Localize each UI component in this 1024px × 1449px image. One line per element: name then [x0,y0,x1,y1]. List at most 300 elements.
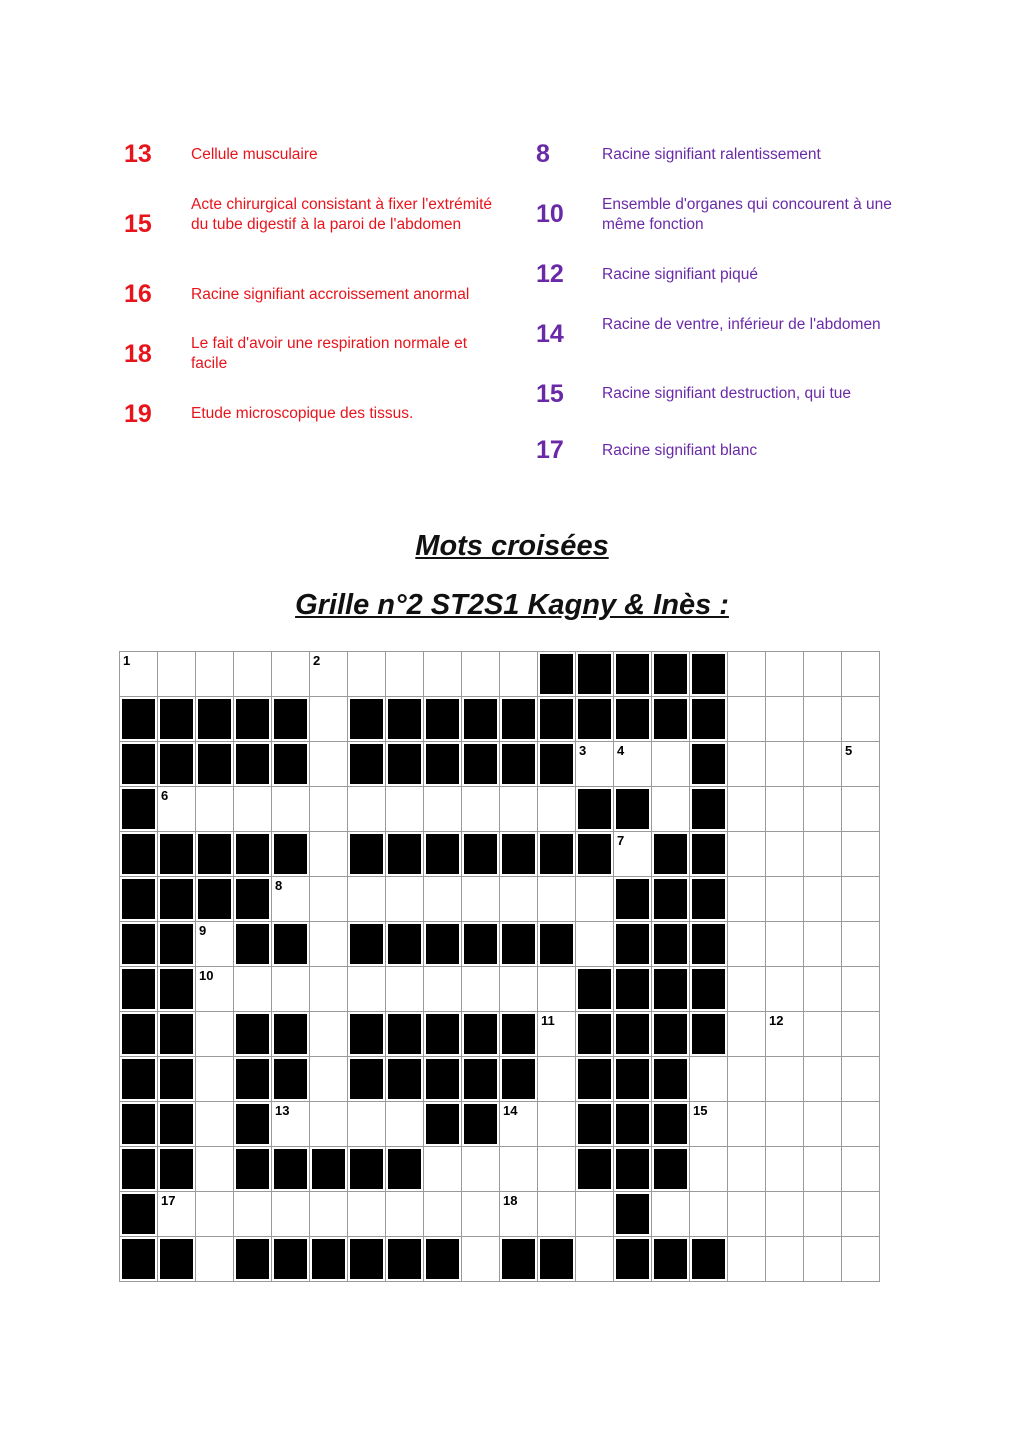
grid-cell-black [234,1012,272,1057]
grid-cell[interactable] [386,652,424,697]
grid-row [120,1012,880,1057]
clue-number: 10 [536,200,564,228]
grid-cell[interactable] [842,832,880,877]
grid-cell-black [158,1102,196,1147]
grid-cell[interactable] [196,652,234,697]
grid-cell-black [386,742,424,787]
grid-cell[interactable] [766,967,804,1012]
grid-cell-black [614,1012,652,1057]
grid-cell-black [386,1012,424,1057]
cell-number: 7 [617,833,625,848]
clue-number: 15 [536,380,564,408]
grid-cell[interactable] [652,742,690,787]
clue-number: 18 [124,340,152,368]
grid-row [120,1192,880,1237]
clue-text: Le fait d'avoir une respiration normale et facile [191,335,468,372]
grid-cell[interactable] [158,1192,196,1237]
grid-cell-black [158,832,196,877]
grid-cell[interactable] [462,877,500,922]
grid-cell-black [158,1057,196,1102]
grid-subtitle: Grille n°2 ST2S1 Kagny & Inès : [295,589,729,621]
clue-text: Etude microscopique des tissus. [191,405,414,422]
grid-cell[interactable] [842,787,880,832]
grid-cell-black [158,1147,196,1192]
grid-cell[interactable] [386,1102,424,1147]
grid-cell[interactable] [652,787,690,832]
grid-cell[interactable] [234,787,272,832]
grid-cell-black [272,1237,310,1282]
grid-cell-black [196,697,234,742]
grid-cell-black [462,1012,500,1057]
grid-cell-black [652,922,690,967]
clue-text: Racine signifiant piqué [602,266,758,283]
grid-cell-black [538,652,576,697]
grid-cell-black [120,697,158,742]
grid-cell-black [462,922,500,967]
grid-cell[interactable] [272,1102,310,1147]
grid-cell-black [652,1012,690,1057]
grid-cell[interactable] [804,652,842,697]
grid-cell[interactable] [804,1192,842,1237]
grid-cell-black [272,922,310,967]
grid-cell-black [272,697,310,742]
grid-cell[interactable] [196,1192,234,1237]
grid-cell[interactable] [766,1012,804,1057]
grid-cell-black [348,1237,386,1282]
grid-cell[interactable] [196,1057,234,1102]
cell-number: 6 [161,788,169,803]
grid-cell[interactable] [310,697,348,742]
grid-cell[interactable] [348,877,386,922]
grid-cell-black [576,1057,614,1102]
grid-cell-black [500,922,538,967]
grid-cell[interactable] [462,1237,500,1282]
grid-cell-black [310,1237,348,1282]
grid-cell-black [158,1237,196,1282]
grid-cell[interactable] [272,652,310,697]
grid-cell-black [690,832,728,877]
grid-cell[interactable] [766,877,804,922]
grid-cell-black [652,652,690,697]
grid-cell-black [234,922,272,967]
grid-row [120,1057,880,1102]
grid-cell-black [424,1237,462,1282]
grid-cell[interactable] [310,1102,348,1147]
grid-cell-black [272,832,310,877]
grid-cell[interactable] [576,1192,614,1237]
page-title: Mots croisées [415,530,609,562]
grid-cell[interactable] [766,922,804,967]
grid-cell-black [386,922,424,967]
grid-cell[interactable] [158,787,196,832]
grid-cell-black [234,1147,272,1192]
grid-cell-black [234,832,272,877]
grid-cell[interactable] [804,787,842,832]
crossword-grid [119,651,880,1282]
cell-number: 9 [199,923,207,938]
clue-text: Racine signifiant blanc [602,442,758,459]
grid-cell[interactable] [766,652,804,697]
grid-cell-black [690,697,728,742]
clue-number: 19 [124,400,152,428]
grid-cell[interactable] [576,877,614,922]
grid-cell[interactable] [386,1192,424,1237]
grid-row [120,922,880,967]
grid-cell[interactable] [728,697,766,742]
grid-cell[interactable] [424,787,462,832]
grid-cell[interactable] [804,922,842,967]
grid-cell[interactable] [690,1192,728,1237]
grid-cell-black [120,1057,158,1102]
grid-cell-black [614,1057,652,1102]
grid-cell-black [652,877,690,922]
grid-cell[interactable] [804,742,842,787]
cell-number: 5 [845,743,853,758]
grid-cell-black [386,1237,424,1282]
grid-cell-black [158,742,196,787]
grid-cell[interactable] [842,742,880,787]
grid-cell-black [348,742,386,787]
grid-cell[interactable] [766,1192,804,1237]
grid-cell-black [500,832,538,877]
grid-cell[interactable] [804,1012,842,1057]
grid-cell-black [462,742,500,787]
grid-cell-black [348,922,386,967]
cell-number: 14 [503,1103,518,1118]
grid-cell[interactable] [310,832,348,877]
grid-cell-black [462,1102,500,1147]
grid-cell[interactable] [386,967,424,1012]
grid-cell[interactable] [500,1102,538,1147]
grid-cell-black [690,787,728,832]
grid-cell-black [386,697,424,742]
grid-cell[interactable] [538,1057,576,1102]
grid-cell[interactable] [538,1012,576,1057]
cell-number: 3 [579,743,587,758]
grid-cell-black [348,1012,386,1057]
grid-cell[interactable] [500,877,538,922]
clue-number: 8 [536,140,550,168]
grid-cell[interactable] [234,1192,272,1237]
grid-row [120,967,880,1012]
grid-row [120,1237,880,1282]
grid-cell-black [120,1237,158,1282]
grid-cell[interactable] [500,1147,538,1192]
grid-cell-black [424,1102,462,1147]
grid-cell-black [158,922,196,967]
grid-cell[interactable] [804,1102,842,1147]
grid-cell-black [614,1237,652,1282]
grid-cell[interactable] [310,967,348,1012]
clue-text: Racine signifiant accroissement anormal [191,286,470,303]
grid-cell-black [538,697,576,742]
grid-cell[interactable] [386,787,424,832]
grid-cell[interactable] [728,652,766,697]
cell-number: 12 [769,1013,784,1028]
grid-cell[interactable] [348,967,386,1012]
grid-cell[interactable] [804,1147,842,1192]
grid-cell[interactable] [272,1192,310,1237]
grid-cell-black [690,922,728,967]
grid-cell-black [538,742,576,787]
grid-cell-black [500,1237,538,1282]
grid-cell[interactable] [310,742,348,787]
grid-cell[interactable] [804,1237,842,1282]
grid-cell-black [348,697,386,742]
grid-cell[interactable] [842,652,880,697]
grid-cell-black [158,967,196,1012]
clue-text: Racine signifiant destruction, qui tue [602,385,852,402]
grid-cell-black [614,787,652,832]
grid-cell[interactable] [310,922,348,967]
grid-cell-black [120,1012,158,1057]
grid-cell[interactable] [310,877,348,922]
grid-cell-black [538,832,576,877]
clue-text: Ensemble d'organes qui concourent à une même fonction [602,196,892,233]
clue-number: 17 [536,436,564,464]
grid-cell-black [386,1057,424,1102]
grid-cell[interactable] [804,832,842,877]
grid-cell-black [614,1192,652,1237]
grid-cell-black [500,1012,538,1057]
grid-cell[interactable] [462,967,500,1012]
cell-number: 8 [275,878,283,893]
grid-cell-black [158,877,196,922]
grid-cell-black [196,742,234,787]
grid-cell-black [652,1057,690,1102]
grid-cell-black [424,832,462,877]
grid-cell-black [424,1057,462,1102]
grid-cell-black [234,742,272,787]
grid-cell[interactable] [424,1147,462,1192]
grid-cell-black [196,832,234,877]
grid-cell[interactable] [196,922,234,967]
cell-number: 1 [123,653,131,668]
grid-cell[interactable] [196,787,234,832]
grid-cell[interactable] [614,832,652,877]
grid-cell[interactable] [766,1237,804,1282]
grid-cell-black [500,697,538,742]
grid-cell-black [614,967,652,1012]
grid-cell[interactable] [842,1192,880,1237]
grid-cell[interactable] [842,922,880,967]
grid-cell[interactable] [462,1147,500,1192]
grid-cell[interactable] [196,967,234,1012]
grid-cell-black [652,697,690,742]
grid-cell[interactable] [652,1192,690,1237]
grid-cell[interactable] [500,787,538,832]
grid-cell[interactable] [424,877,462,922]
grid-cell[interactable] [348,652,386,697]
grid-cell[interactable] [576,1237,614,1282]
grid-cell-black [614,652,652,697]
grid-cell-black [576,832,614,877]
grid-cell[interactable] [728,1012,766,1057]
grid-cell-black [234,697,272,742]
grid-cell-black [690,742,728,787]
grid-cell-black [120,1192,158,1237]
clue-number: 16 [124,280,152,308]
grid-cell[interactable] [538,1102,576,1147]
grid-cell-black [538,922,576,967]
grid-cell[interactable] [348,1102,386,1147]
grid-cell[interactable] [766,742,804,787]
grid-cell[interactable] [728,742,766,787]
grid-cell[interactable] [690,1102,728,1147]
grid-cell[interactable] [766,832,804,877]
grid-cell[interactable] [766,1147,804,1192]
grid-cell[interactable] [728,1147,766,1192]
grid-cell[interactable] [424,967,462,1012]
grid-cell[interactable] [500,652,538,697]
grid-cell[interactable] [500,967,538,1012]
grid-cell[interactable] [576,922,614,967]
grid-cell-black [462,697,500,742]
grid-cell[interactable] [766,787,804,832]
cell-number: 11 [541,1013,555,1028]
grid-cell[interactable] [728,832,766,877]
grid-cell[interactable] [462,652,500,697]
grid-cell[interactable] [196,1012,234,1057]
grid-cell-black [576,652,614,697]
grid-cell[interactable] [462,1192,500,1237]
grid-cell-black [424,697,462,742]
clue-text: Acte chirurgical consistant à fixer l'extrémité du tube digestif à la paroi de l'abdomen [191,196,493,233]
grid-cell[interactable] [234,967,272,1012]
grid-cell[interactable] [842,1147,880,1192]
grid-cell[interactable] [766,1057,804,1102]
grid-row [120,1147,880,1192]
grid-cell[interactable] [500,1192,538,1237]
grid-cell-black [462,1057,500,1102]
grid-cell[interactable] [690,1057,728,1102]
grid-cell[interactable] [728,877,766,922]
cell-number: 13 [275,1103,290,1118]
grid-cell-black [690,877,728,922]
grid-cell[interactable] [538,1192,576,1237]
grid-cell[interactable] [728,1102,766,1147]
grid-cell-black [272,1057,310,1102]
grid-cell-black [424,1012,462,1057]
grid-cell-black [690,967,728,1012]
grid-cell[interactable] [842,697,880,742]
grid-cell[interactable] [576,742,614,787]
grid-cell[interactable] [842,1102,880,1147]
grid-cell[interactable] [804,877,842,922]
grid-cell-black [386,832,424,877]
grid-cell-black [424,922,462,967]
grid-cell[interactable] [728,1192,766,1237]
grid-cell-black [690,1012,728,1057]
grid-cell[interactable] [196,1102,234,1147]
grid-row [120,697,880,742]
grid-cell[interactable] [804,697,842,742]
grid-cell[interactable] [310,652,348,697]
grid-cell-black [234,1237,272,1282]
grid-row [120,832,880,877]
grid-cell[interactable] [766,1102,804,1147]
grid-cell[interactable] [424,652,462,697]
grid-cell[interactable] [766,697,804,742]
grid-row [120,877,880,922]
grid-cell-black [234,1057,272,1102]
grid-cell-black [158,697,196,742]
grid-cell[interactable] [272,787,310,832]
grid-cell-black [120,877,158,922]
grid-cell[interactable] [348,787,386,832]
grid-cell[interactable] [842,967,880,1012]
grid-cell[interactable] [690,1147,728,1192]
grid-cell[interactable] [538,787,576,832]
grid-cell-black [614,1147,652,1192]
grid-cell-black [500,1057,538,1102]
grid-cell[interactable] [386,877,424,922]
grid-cell[interactable] [348,1192,386,1237]
grid-cell[interactable] [310,1192,348,1237]
grid-cell[interactable] [842,1237,880,1282]
grid-cell[interactable] [272,967,310,1012]
grid-cell[interactable] [538,967,576,1012]
grid-cell[interactable] [728,1237,766,1282]
grid-cell[interactable] [234,652,272,697]
grid-cell[interactable] [728,1057,766,1102]
grid-row [120,787,880,832]
grid-cell-black [120,832,158,877]
grid-cell-black [652,1102,690,1147]
grid-cell[interactable] [310,1012,348,1057]
grid-cell-black [120,787,158,832]
grid-cell[interactable] [804,1057,842,1102]
grid-cell-black [576,1147,614,1192]
grid-cell[interactable] [158,652,196,697]
grid-cell-black [386,1147,424,1192]
grid-cell-black [158,1012,196,1057]
grid-cell-black [234,877,272,922]
grid-cell[interactable] [538,877,576,922]
grid-cell-black [652,832,690,877]
grid-cell[interactable] [728,787,766,832]
grid-cell[interactable] [614,742,652,787]
cell-number: 4 [617,743,625,758]
grid-cell[interactable] [196,1237,234,1282]
grid-cell[interactable] [310,787,348,832]
grid-cell[interactable] [842,1012,880,1057]
clue-number: 13 [124,140,152,168]
clue-text: Racine signifiant ralentissement [602,146,821,163]
clue-text: Cellule musculaire [191,146,318,163]
grid-cell[interactable] [842,877,880,922]
grid-cell[interactable] [120,652,158,697]
grid-cell-black [120,1102,158,1147]
grid-cell[interactable] [728,967,766,1012]
grid-cell-black [690,1237,728,1282]
grid-cell-black [576,1102,614,1147]
grid-cell[interactable] [728,922,766,967]
grid-cell[interactable] [272,877,310,922]
grid-cell-black [500,742,538,787]
grid-cell-black [614,877,652,922]
grid-cell[interactable] [538,1147,576,1192]
grid-cell-black [576,787,614,832]
grid-cell-black [348,1057,386,1102]
grid-cell[interactable] [842,1057,880,1102]
grid-cell[interactable] [424,1192,462,1237]
grid-cell[interactable] [804,967,842,1012]
grid-cell[interactable] [196,1147,234,1192]
grid-cell[interactable] [462,787,500,832]
grid-cell[interactable] [310,1057,348,1102]
grid-cell-black [120,742,158,787]
